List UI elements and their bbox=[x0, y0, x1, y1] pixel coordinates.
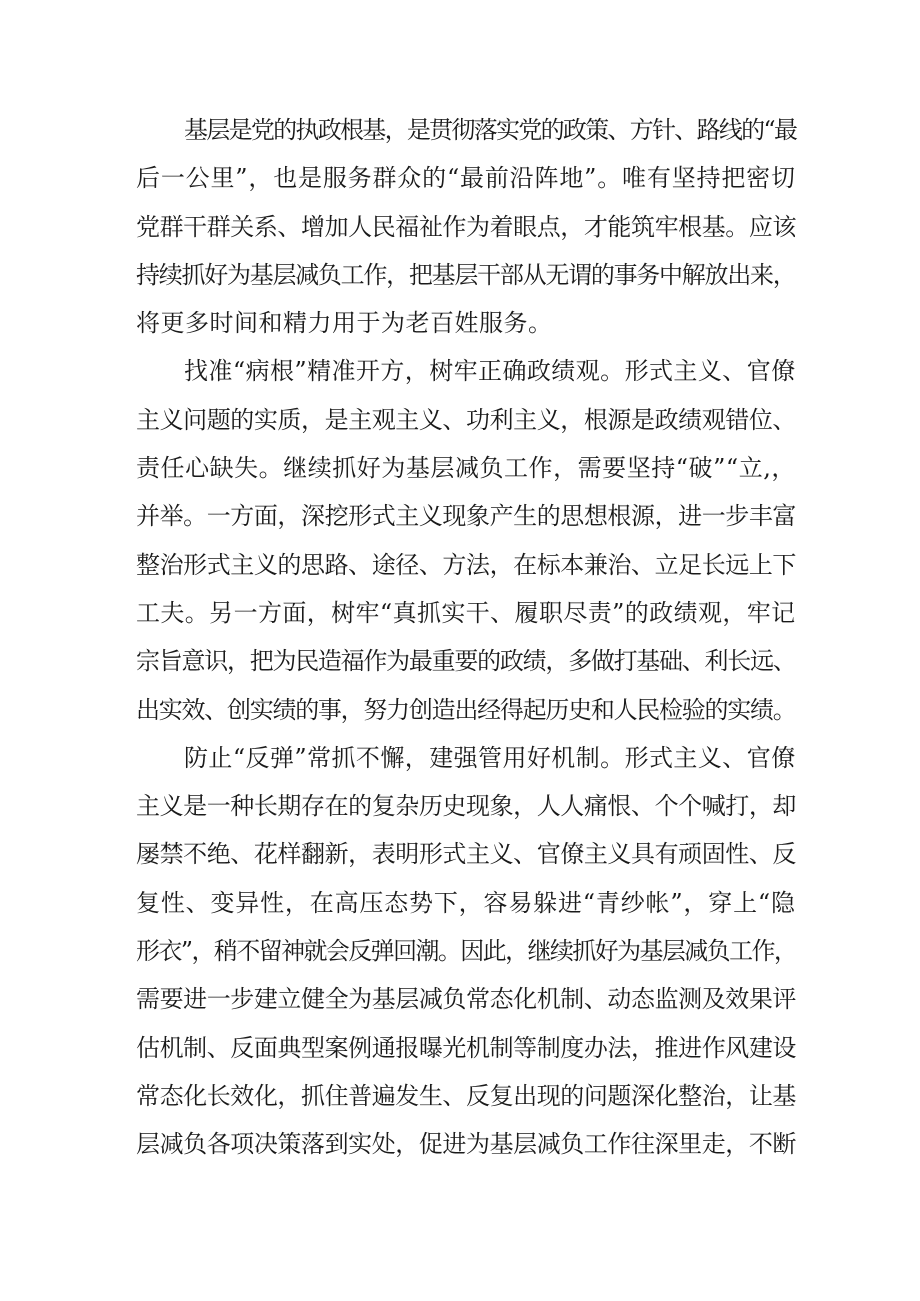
text-line: 宗旨意识，把为民造福作为最重要的政绩，多做打基础、利长远、 bbox=[136, 647, 796, 676]
text-line: 并举。一方面，深挖形式主义现象产生的思想根源，进一步丰富 bbox=[136, 502, 796, 531]
paragraph-3 bbox=[136, 734, 796, 1169]
text-line: 工夫。另一方面，树牢“真抓实干、履职尽责”的政绩观，牢记 bbox=[136, 598, 796, 627]
text-line: 党群干群关系、增加人民福祉作为着眼点，才能筑牢根基。应该 bbox=[136, 212, 796, 241]
text-line: 责任心缺失。继续抓好为基层减负工作，需要坚持“破”“立,， bbox=[136, 454, 796, 483]
text-line: 整治形式主义的思路、途径、方法，在标本兼治、立足长远上下 bbox=[136, 550, 796, 579]
text-line: 形衣”，稍不留神就会反弹回潮。因此，继续抓好为基层减负工作， bbox=[136, 937, 797, 966]
text-line: 屡禁不绝、花样翻新，表明形式主义、官僚主义具有顽固性、反 bbox=[136, 840, 796, 869]
text-line: 防止“反弹”常抓不懈，建强管用好机制。形式主义、官僚 bbox=[184, 743, 796, 772]
text-line: 基层是党的执政根基，是贯彻落实党的政策、方针、路线的“最 bbox=[184, 116, 797, 144]
paragraph-1 bbox=[136, 106, 796, 347]
text-line: 需要进一步建立健全为基层减负常态化机制、动态监测及效果评 bbox=[136, 985, 796, 1014]
text-line: 出实效、创实绩的事，努力创造出经得起历史和人民检验的实绩。 bbox=[136, 695, 796, 724]
text-line: 主义问题的实质，是主观主义、功利主义，根源是政绩观错位、 bbox=[136, 405, 796, 434]
text-line: 找准“病根”精准开方，树牢正确政绩观。形式主义、官僚 bbox=[184, 357, 796, 386]
text-line: 主义是一种长期存在的复杂历史现象，人人痛恨、个个喊打，却 bbox=[136, 792, 796, 821]
text-line: 层减负各项决策落到实处，促进为基层减负工作往深里走，不断 bbox=[136, 1130, 796, 1159]
document-body bbox=[136, 106, 796, 1169]
text-line: 持续抓好为基层减负工作，把基层干部从无谓的事务中解放出来， bbox=[136, 260, 796, 289]
text-line: 后一公里”，也是服务群众的“最前沿阵地”。唯有坚持把密切 bbox=[136, 164, 796, 193]
text-line: 将更多时间和精力用于为老百姓服务。 bbox=[136, 309, 553, 338]
text-line: 复性、变异性，在高压态势下，容易躲进“青纱帐”，穿上“隐 bbox=[136, 888, 796, 917]
text-line: 常态化长效化，抓住普遍发生、反复出现的问题深化整治，让基 bbox=[136, 1081, 796, 1110]
paragraph-2 bbox=[136, 347, 796, 733]
text-line: 估机制、反面典型案例通报曝光机制等制度办法，推进作风建设 bbox=[136, 1033, 796, 1062]
